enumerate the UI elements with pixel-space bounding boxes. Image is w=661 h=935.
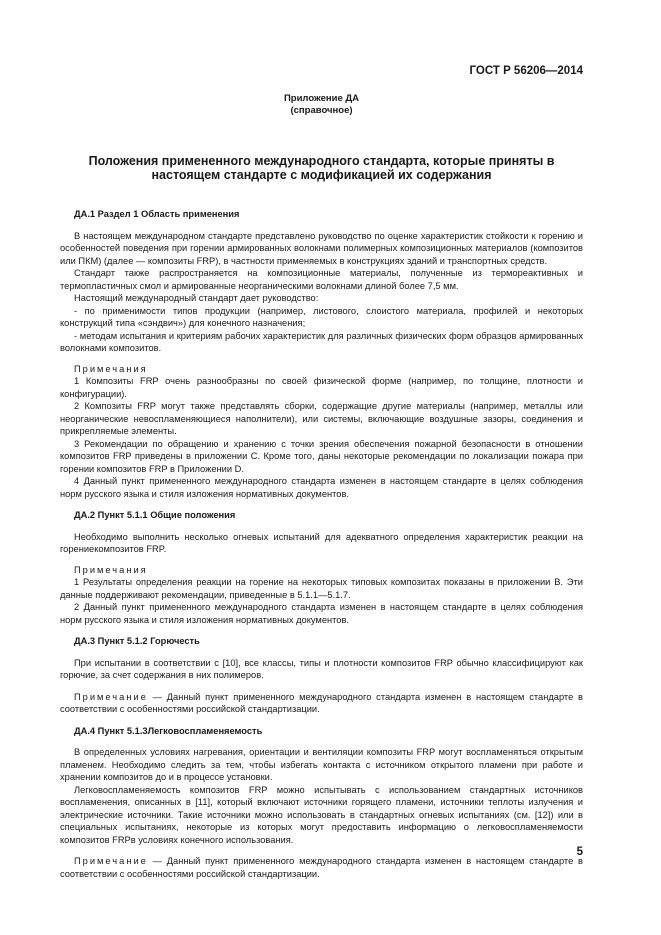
note-label: Примечание [74, 856, 148, 866]
paragraph: При испытании в соответствии с [10], все классы, типы и плотности композитов FRP обычно классифицируют как горючие, за счет содержания в них полимеров. [60, 657, 583, 680]
note-item: 1 Результаты определения реакции на горение на некоторых типовых композитах показаны в приложении В. Эти данные поддерживают рекомендации, приведенные в 5.1.1—5.1.7. [60, 577, 583, 600]
paragraph: В настоящем международном стандарте представлено руководство по оценке характеристик стойкости к горению и особенностей поведения при горении армированных волокнами полимерных композиционных материалов (композитов или ПКМ) (далее — композиты FRP), в частности применяемых в конструкциях зданий и транспортных средств. [60, 230, 583, 266]
note-item: 2 Композиты FRP могут также представлять сборки, содержащие другие материалы (например, металлы или неорганические невоспламеняющиеся наполнители), или системы, включающие воздушные зазоры, соединения и прикрепляемые элементы. [60, 401, 583, 436]
main-title: Положения примененного международного стандарта, которые приняты в настоящем стандарте с модификацией их содержания [88, 154, 555, 182]
document-body [60, 208, 583, 880]
paragraph: Настоящий международный стандарт дает руководство: [74, 293, 319, 303]
annex-subtitle: (справочное) [290, 105, 353, 116]
note-paragraph [60, 855, 583, 880]
annex-title: Приложение ДА [283, 93, 360, 104]
paragraph: - методам испытания и критериям рабочих характеристик для различных физических форм образцов армированных волокнами композитов. [60, 330, 583, 353]
notes-heading: Примечания [74, 363, 148, 374]
page-number: 5 [576, 846, 583, 858]
document-code: ГОСТ Р 56206—2014 [469, 65, 583, 77]
section-heading-da4: ДА.4 Пункт 5.1.3Легковоспламеняемость [74, 725, 263, 736]
paragraph: - по применимости типов продукции (например, листового, слоистого материала, профилей и некоторых конструкций типа «сэндвич») для конечного назначения; [60, 305, 583, 328]
document-page [60, 0, 583, 935]
note-item: 4 Данный пункт примененного международного стандарта изменен в настоящем стандарте в целях соблюдения норм русского языка и стиля изложения нормативных документов. [60, 476, 583, 499]
paragraph: Легковоспламеняемость композитов FRP можно испытывать с использованием стандартных источников воспламенения, описанных в [11], который включают источники горящего пламени, источники теплоты излучения и электрические источники. Такие источники можно использовать в стандартных огневых испытаниях (см. [12]) или в специальных испытаниях, некоторые из которых могут предоставить информацию о легковоспламеняемости композитов FRPв условиях конечного использования. [60, 784, 583, 845]
paragraph: Необходимо выполнить несколько огневых испытаний для адекватного определения характеристик реакции на горениекомпозитов FRP. [60, 531, 583, 554]
note-label: Примечание [74, 691, 148, 702]
note-item: 2 Данный пункт примененного международного стандарта изменен в настоящем стандарте в целях соблюдения норм русского языка и стиля изложения нормативных документов. [60, 602, 583, 625]
section-heading-da1: ДА.1 Раздел 1 Область применения [74, 209, 240, 219]
annex-heading [60, 93, 583, 117]
note-text: — Данный пункт примененного международного стандарта изменен в настоящем стандарте в соответствии с особенностями российской стандартизации. [60, 691, 583, 714]
section-heading-da2: ДА.2 Пункт 5.1.1 Общие положения [74, 510, 236, 520]
note-text: — Данный пункт примененного международного стандарта изменен в настоящем стандарте в соответствии с особенностями российской стандартизации. [60, 856, 583, 879]
note-item: 1 Композиты FRP очень разнообразны по своей физической форме (например, по толщине, плотности и конфигурации). [60, 376, 583, 399]
note-paragraph [60, 691, 583, 716]
notes-heading: Примечания [74, 564, 148, 575]
paragraph: В определенных условиях нагревания, ориентации и вентиляции композиты FRP могут воспламеняться открытым пламенем. Необходимо следить за тем, чтобы избегать контакта с источником открытого пламени при работе и хранении композитов до и в процессе установки. [60, 747, 583, 782]
section-heading-da3: ДА.3 Пункт 5.1.2 Горючесть [74, 636, 200, 646]
note-item: 3 Рекомендации по обращению и хранению с точки зрения обеспечения пожарной безопасности в отношении композитов FRP приведены в приложении С. Кроме того, даны некоторые рекомендации по локализации пожара при горении композитов FRP в Приложении D. [60, 438, 583, 474]
paragraph: Стандарт также распространяется на композиционные материалы, полученные из термореактивных и термопластичных смол и армированные неорганическими волокнами длиной более 7,5 мм. [60, 268, 583, 291]
